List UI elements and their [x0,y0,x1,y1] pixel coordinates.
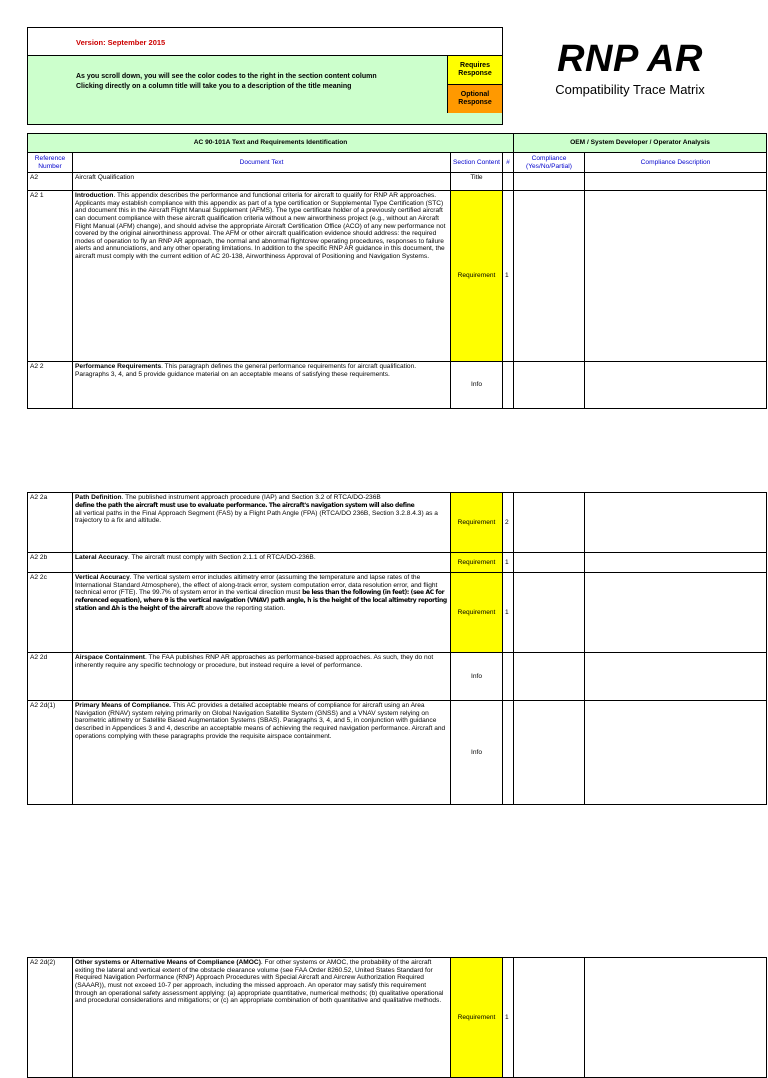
section-cell: Requirement [451,958,503,1078]
version-bar [28,28,502,56]
body-text: This AC provides a detailed acceptable means of compliance for aircraft using an Area Navigation (RNAV) system relying primarily on Global Navigation Satellite System (GNSS) and a VNAV system relying on barometric altimetry or Satellite Based Augmentation Systems (SBAS). Paragraphs 3, 4, and 5, in conjunction with guidance described in Appendices 3 and 4, describe an acceptable means of achieving the required navigation performance. Aircraft and operations complying with these paragraphs provide the requisite airspace containment. [75,702,446,740]
heading-text: Airspace Containment [75,654,145,661]
instruction-line-2: Clicking directly on a column title will take you to a description of the title meaning [76,83,352,90]
doc-text-cell [73,493,451,553]
column-header-number[interactable]: # [503,153,514,173]
section-cell: Requirement [451,553,503,573]
heading-text: Performance Requirements [75,363,162,370]
ref-cell: A2 [28,173,73,191]
doc-text-cell [73,701,451,805]
body-text: . For other systems or AMOC, the probability of the aircraft exiting the lateral and vertical extent of the obstacle clearance volume (see FAA Order 8260.52, United States Standard for Required Navigation Performance (RNP) Approach Procedures with Special Aircraft and Aircrew Authorization Required (SAAAR)), must not exceed 10-7 per approach, including the missed approach. An operator may satisfy this requirement through an operational safety assessment applying: (a) appropriate quantitative, numerical methods; (b) qualitative operational and procedural considerations and mitigations; or (c) an appropriate combination of both quantitative and qualitative methods. [75,959,444,1005]
heading-text: Vertical Accuracy [75,574,130,581]
ref-cell: A2 2d(2) [28,958,73,1078]
description-cell[interactable] [585,653,767,701]
compliance-cell[interactable] [514,553,585,573]
section-cell: Title [451,173,503,191]
description-cell[interactable] [585,362,767,409]
ref-cell: A2 2c [28,573,73,653]
compliance-cell[interactable] [514,362,585,409]
doc-text-cell [73,653,451,701]
compliance-cell[interactable] [514,173,585,191]
compliance-cell[interactable] [514,701,585,805]
table-row [28,173,767,191]
number-cell [503,653,514,701]
body-text: all vertical paths in the Final Approach Segment (FAS) by a Flight Path Angle (FPA) (RTCA/DO 236B, Section 3.2.8.4.3) as a trajectory to a fix and altitude. [75,509,438,525]
table-row [28,191,767,362]
section-cell: Requirement [451,191,503,362]
table-row [28,653,767,701]
doc-text-cell [73,191,451,362]
trace-matrix-table-3 [27,957,767,1078]
number-cell: 2 [503,493,514,553]
table-row [28,958,767,1078]
description-cell[interactable] [585,553,767,573]
doc-text-cell [73,958,451,1078]
page-title: RNP AR [557,38,703,80]
section-cell: Requirement [451,573,503,653]
doc-text-cell [73,553,451,573]
description-cell[interactable] [585,701,767,805]
number-cell: 1 [503,573,514,653]
compliance-cell[interactable] [514,191,585,362]
trace-matrix-table-1 [27,133,767,409]
compliance-cell[interactable] [514,958,585,1078]
heading-text: Lateral Accuracy [75,554,128,561]
heading-text: Primary Means of Compliance. [75,702,172,709]
body-text: above the reporting station. [205,605,286,613]
column-header-section-content[interactable]: Section Content [451,153,503,173]
version-label: Version: September 2015 [76,38,166,47]
body-text-dense: define the path the aircraft must use to evaluate performance. The aircraft's navigation system will also define [75,501,415,509]
ref-cell: A2 2a [28,493,73,553]
doc-text-cell [73,362,451,409]
section-cell: Info [451,653,503,701]
heading-text: Path Definition [75,494,122,501]
ref-cell: A2 2d [28,653,73,701]
compliance-cell[interactable] [514,573,585,653]
body-text: . The FAA publishes RNP AR approaches as performance-based approaches. As such, they do not inherently require any specific technology or procedure, but instead require a level of performance. [75,654,434,669]
table-row [28,493,767,553]
ref-cell: A2 2 [28,362,73,409]
table-row [28,553,767,573]
number-cell [503,701,514,805]
body-text: . The vertical system error includes altimetry error (assuming the temperature and lapse rates of the International Standard Atmosphere), the effect of along-track error, system computation error, data resolution error, and flight technical error (FTE). The 99.7% of system error in the vertical direction must [75,574,438,597]
doc-text-cell [73,573,451,653]
column-header-reference[interactable]: Reference Number [28,153,73,173]
ref-cell: A2 1 [28,191,73,362]
header-box [27,27,503,125]
description-cell[interactable] [585,573,767,653]
heading-text: Introduction [75,192,114,199]
instructions-panel [28,56,502,124]
doc-text-cell: Aircraft Qualification [73,173,451,191]
compliance-cell[interactable] [514,653,585,701]
trace-matrix-table-2 [27,492,767,805]
number-cell [503,362,514,409]
column-header-compliance-description[interactable]: Compliance Description [585,153,767,173]
number-cell: 1 [503,191,514,362]
table-row [28,573,767,653]
instruction-line-1: As you scroll down, you will see the color codes to the right in the section content column [76,73,377,80]
body-text: . This paragraph defines the general performance requirements for aircraft qualification. Paragraphs 3, 4, and 5 provide guidance material on an acceptable means of satisfying these requirements. [75,363,417,378]
number-cell: 1 [503,958,514,1078]
page-subtitle: Compatibility Trace Matrix [555,82,705,97]
description-cell[interactable] [585,958,767,1078]
section-cell: Requirement [451,493,503,553]
body-text: . The aircraft must comply with Section 2.1.1 of RTCA/DO-236B. [127,554,316,561]
group-header-analysis: OEM / System Developer / Operator Analysis [514,134,767,153]
description-cell[interactable] [585,173,767,191]
column-header-document-text[interactable]: Document Text [73,153,451,173]
table-row [28,362,767,409]
legend-requires-response: Requires Response [447,56,502,85]
number-cell [503,173,514,191]
group-header-requirements: AC 90-101A Text and Requirements Identification [28,134,514,153]
ref-cell: A2 2b [28,553,73,573]
description-cell[interactable] [585,191,767,362]
body-text: . The published instrument approach procedure (IAP) and Section 3.2 of RTCA/DO-236B [121,494,381,501]
body-text-dense: be less than the following (in feet): (see AC for referenced equation), where θ is the vertical navigation (VNAV) path angle, h is the height of the local altimetry reporting station and Δh is the height of the aircraft [75,589,447,613]
compliance-cell[interactable] [514,493,585,553]
body-text: . This appendix describes the performance and functional criteria for aircraft to qualify for RNP AR approaches. Applicants may establish compliance with this appendix as part of a type certification or Supplemental Type Certification (STC) and document this in the Aircraft Flight Manual Supplement (AFMS). The type certificate holder of a previously certified aircraft can document compliance with these aircraft qualification criteria without a new airworthiness project (e.g., without an Aircraft Flight Manual (AFM) change), and should advise the appropriate Aircraft Certification Office (ACO) of any new performance not covered by the original airworthiness approval. The AFM or other aircraft qualification evidence should address: the required modes of operation to fly an RNP AR approach, the normal and abnormal flightcrew operating procedures, responses to failure alerts and annunciations, and any other operating limitations. In addition to the specific RNP AR guidance in this document, the aircraft must comply with the current edition of AC 20-138, Airworthiness Approval of Positioning and Navigation Systems. [75,192,446,261]
number-cell: 1 [503,553,514,573]
section-cell: Info [451,701,503,805]
column-header-compliance[interactable]: Compliance (Yes/No/Partial) [514,153,585,173]
description-cell[interactable] [585,493,767,553]
legend-optional-response: Optional Response [447,84,502,113]
heading-text: Other systems or Alternative Means of Compliance (AMOC) [75,959,261,966]
table-row [28,701,767,805]
ref-cell: A2 2d(1) [28,701,73,805]
section-cell: Info [451,362,503,409]
